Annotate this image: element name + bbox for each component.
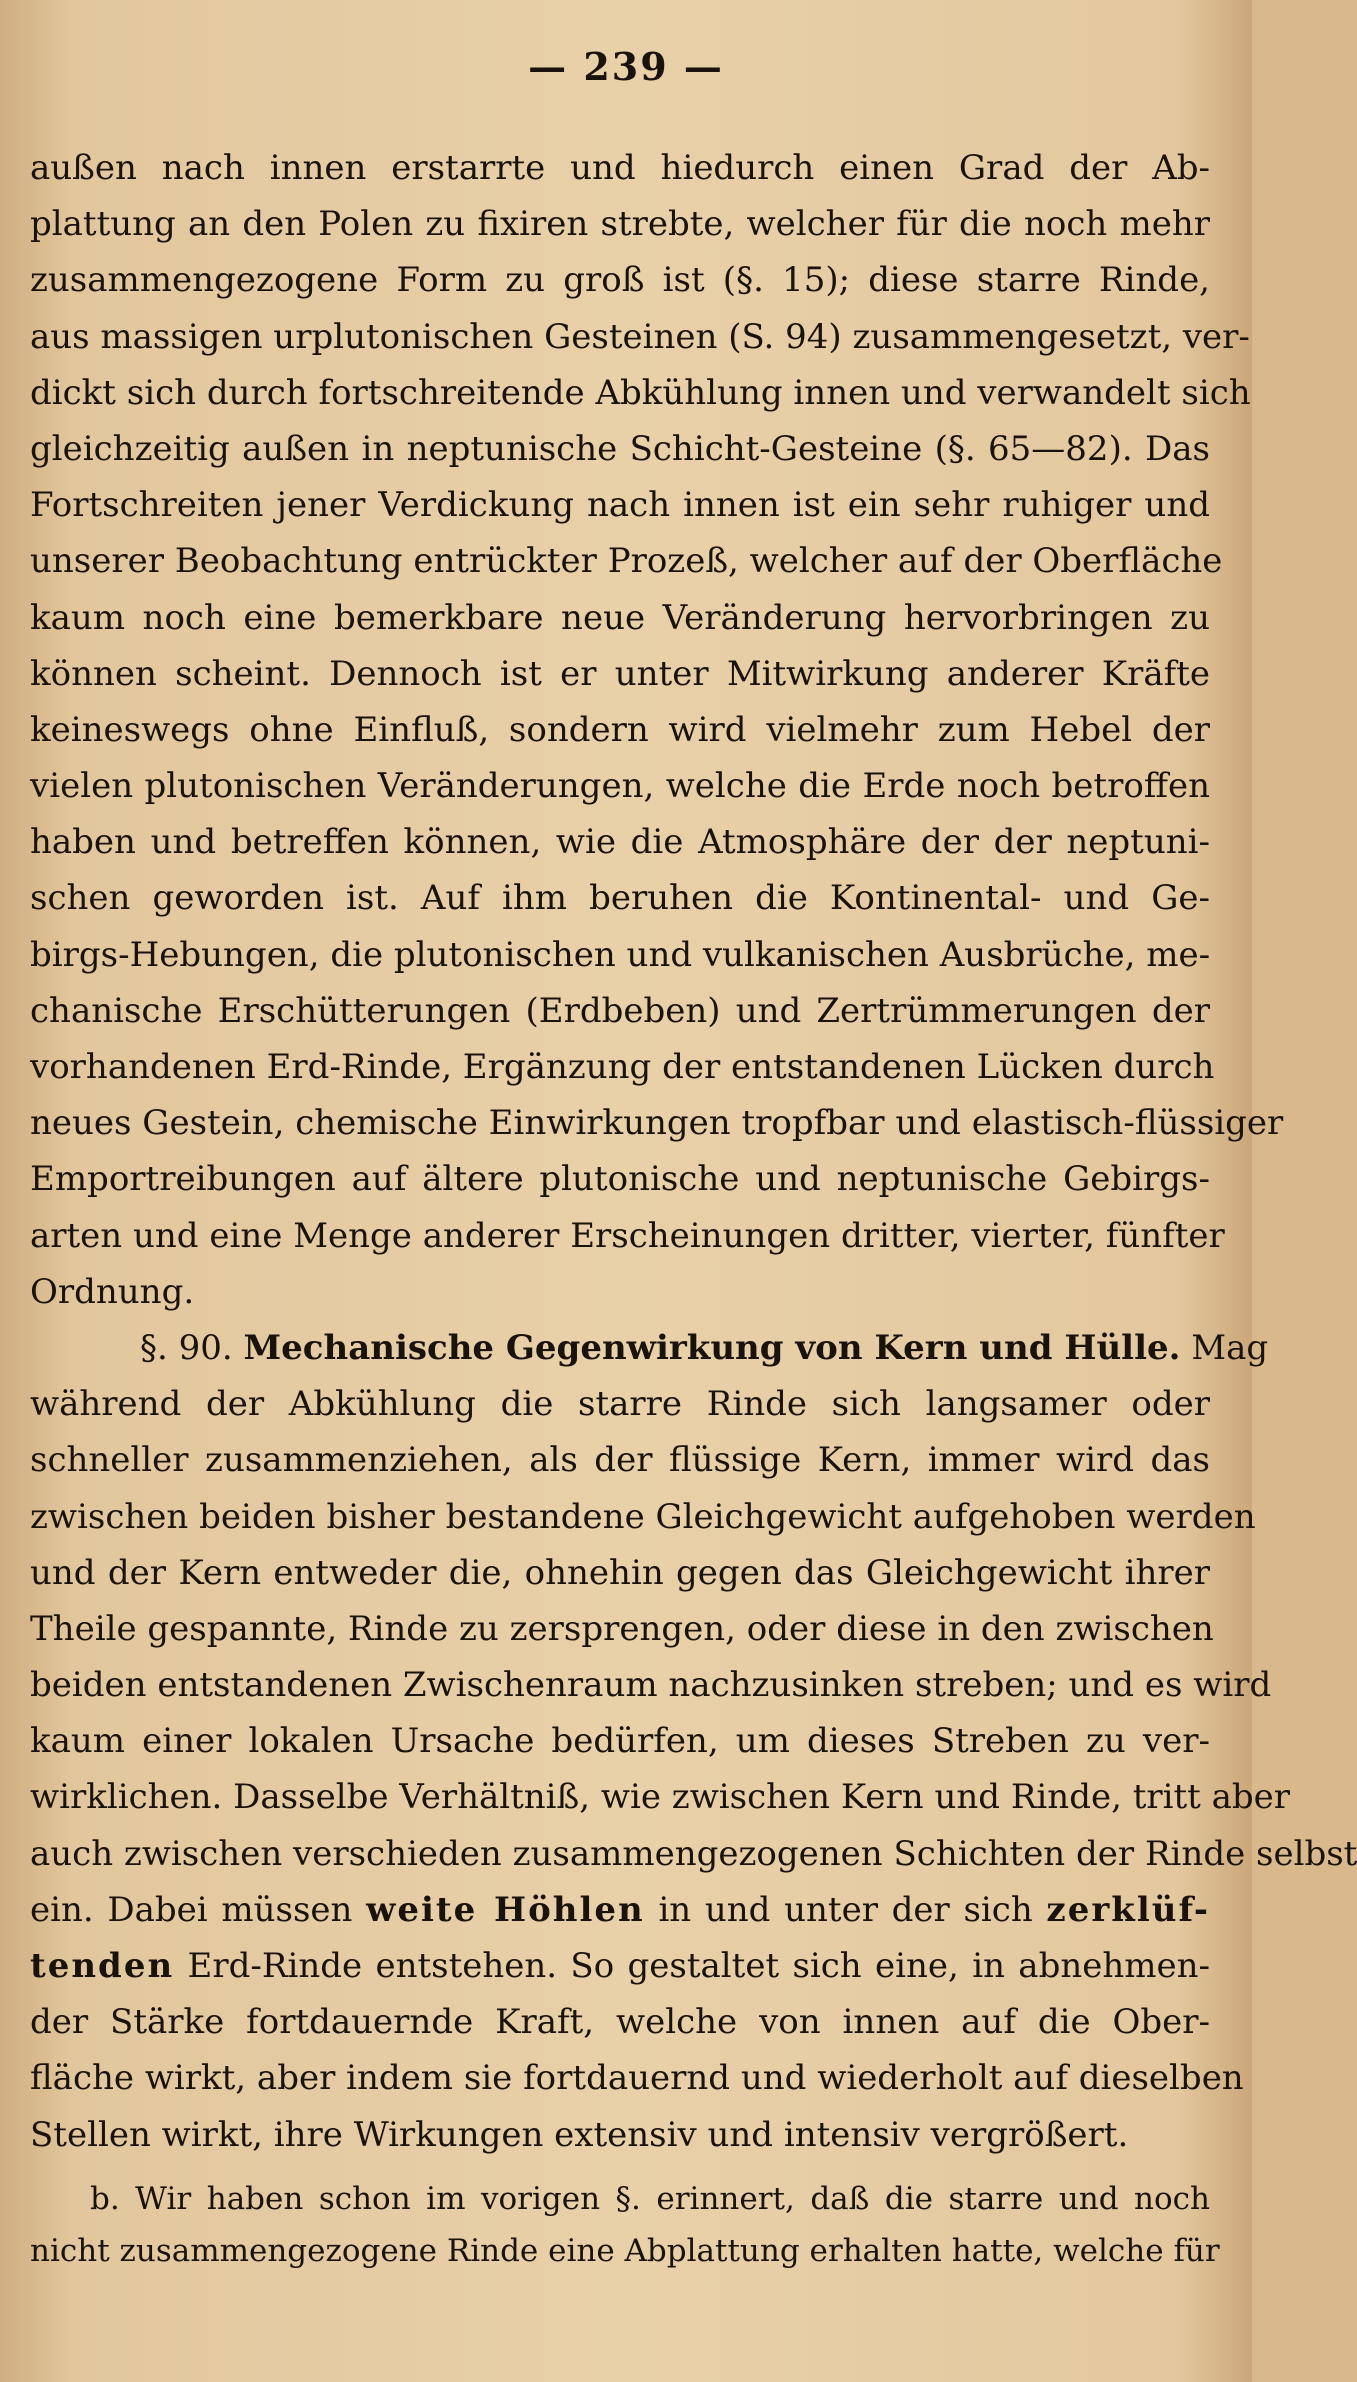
- text-line: schneller zusammenziehen, als der flüssige Kern, immer wird das: [30, 1440, 1210, 1481]
- text-line: zusammengezogene Form zu groß ist (§. 15); diese starre Rinde,: [30, 260, 1210, 301]
- footnote-line: b. Wir haben schon im vorigen §. erinnert, daß die starre und noch: [90, 2180, 1210, 2217]
- text-line: [30, 1938, 1210, 1994]
- emphasis-text: zerklüf-: [1046, 1889, 1210, 1930]
- text-line: neues Gestein, chemische Einwirkungen tropfbar und elastisch-flüssiger: [30, 1103, 1284, 1144]
- text-line: fläche wirkt, aber indem sie fortdauernd und wiederholt auf dieselben: [30, 2058, 1244, 2099]
- emphasis-text: weite Höhlen: [366, 1889, 645, 1930]
- text-line: vorhandenen Erd-Rinde, Ergänzung der entstandenen Lücken durch: [30, 1047, 1215, 1087]
- text-line: keineswegs ohne Einfluß, sondern wird vielmehr zum Hebel der: [30, 709, 1210, 750]
- text-line: Fortschreiten jener Verdickung nach innen ist ein sehr ruhiger und: [30, 485, 1210, 526]
- text-line: der Stärke fortdauernde Kraft, welche von innen auf die Ober-: [30, 2002, 1210, 2043]
- section-number: §. 90.: [140, 1327, 233, 1368]
- text-fragment: ein. Dabei müssen: [30, 1889, 353, 1930]
- text-line: kaum noch eine bemerkbare neue Veränderung hervorbringen zu: [30, 597, 1210, 638]
- text-line: beiden entstandenen Zwischenraum nachzusinken streben; und es wird: [30, 1665, 1272, 1706]
- text-line: und der Kern entweder die, ohnehin gegen das Gleichgewicht ihrer: [30, 1552, 1210, 1593]
- footnote: [30, 2173, 1220, 2277]
- footnote-line: nicht zusammengezogene Rinde eine Abplattung erhalten hatte, welche für: [30, 2232, 1220, 2269]
- text-line: auch zwischen verschieden zusammengezogenen Schichten der Rinde selbst: [30, 1833, 1357, 1874]
- text-line: wirklichen. Dasselbe Verhältniß, wie zwischen Kern und Rinde, tritt aber: [30, 1777, 1291, 1818]
- text-line: können scheint. Dennoch ist er unter Mitwirkung anderer Kräfte: [30, 653, 1210, 694]
- section-heading-line: [30, 1320, 1269, 1376]
- text-line: Ordnung.: [30, 1271, 195, 1312]
- text-line: chanische Erschütterungen (Erdbeben) und Zertrümmerungen der: [30, 990, 1210, 1031]
- text-line: zwischen beiden bisher bestandene Gleichgewicht aufgehoben werden: [30, 1496, 1256, 1537]
- text-line: gleichzeitig außen in neptunische Schicht-Gesteine (§. 65—82). Das: [30, 428, 1210, 469]
- text-line: aus massigen urplutonischen Gesteinen (S. 94) zusammengesetzt, ver-: [30, 316, 1250, 357]
- page-number: — 239 —: [528, 44, 724, 89]
- text-line: außen nach innen erstarrte und hiedurch einen Grad der Ab-: [30, 148, 1210, 188]
- paragraph-continuation: [30, 140, 1284, 1320]
- text-fragment: Erd-Rinde entstehen. So gestaltet sich eine, in abnehmen-: [187, 1946, 1210, 1986]
- text-line: während der Abkühlung die starre Rinde sich langsamer oder: [30, 1384, 1210, 1425]
- text-line: kaum einer lokalen Ursache bedürfen, um dieses Streben zu ver-: [30, 1721, 1210, 1762]
- text-fragment: in und unter der sich: [658, 1889, 1033, 1930]
- text-line: schen geworden ist. Auf ihm beruhen die Kontinental- und Ge-: [30, 878, 1210, 919]
- section-paragraph: [30, 1320, 1357, 2163]
- text-line: [30, 1882, 1210, 1938]
- text-line: Stellen wirkt, ihre Wirkungen extensiv und intensiv vergrößert.: [30, 2114, 1129, 2155]
- text-line: unserer Beobachtung entrückter Prozeß, welcher auf der Oberfläche: [30, 541, 1223, 582]
- emphasis-text: tenden: [30, 1946, 175, 1986]
- text-line: vielen plutonischen Veränderungen, welche die Erde noch betroffen: [30, 766, 1210, 807]
- text-line: dickt sich durch fortschreitende Abkühlung innen und verwandelt sich: [30, 372, 1251, 413]
- page-body: [30, 140, 1357, 2277]
- section-title: Mechanische Gegenwirkung von Kern und Hülle.: [243, 1327, 1181, 1368]
- text-line: arten und eine Menge anderer Erscheinungen dritter, vierter, fünfter: [30, 1215, 1225, 1256]
- text-line: Emportreibungen auf ältere plutonische und neptunische Gebirgs-: [30, 1159, 1210, 1200]
- text-line: haben und betreffen können, wie die Atmosphäre der der neptuni-: [30, 822, 1210, 863]
- text-line: plattung an den Polen zu fixiren strebte, welcher für die noch mehr: [30, 204, 1210, 245]
- text-fragment: Mag: [1191, 1327, 1269, 1368]
- text-line: birgs-Hebungen, die plutonischen und vulkanischen Ausbrüche, me-: [30, 934, 1211, 975]
- text-line: Theile gespannte, Rinde zu zersprengen, oder diese in den zwischen: [30, 1608, 1214, 1649]
